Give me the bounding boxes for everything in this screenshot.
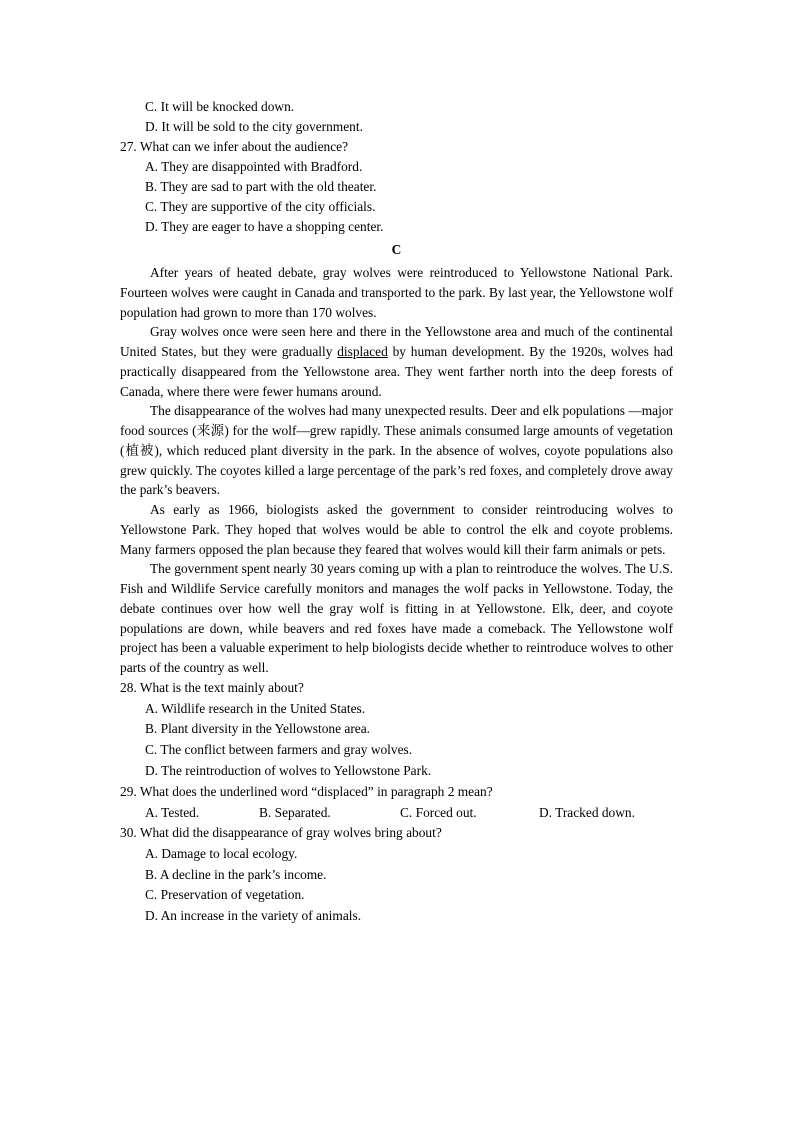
option-27b: B. They are sad to part with the old theater. (145, 179, 377, 194)
underlined-word: displaced (337, 344, 388, 359)
paragraph-2-text-end: by human development. By the 1920s, wolves had practically disappeared from the Yellowstone area. They went farther north into the deep forests of Canada, where there were fewer humans around. (120, 344, 673, 399)
option-27a: A. They are disappointed with Bradford. (145, 159, 363, 174)
question-28: 28. What is the text mainly about? (120, 679, 304, 695)
option-30c: C. Preservation of vegetation. (145, 887, 305, 903)
option-26d: D. It will be sold to the city government. (145, 119, 363, 134)
question-29: 29. What does the underlined word “displaced” in paragraph 2 mean? (120, 783, 493, 799)
option-28a: A. Wildlife research in the United States. (145, 700, 366, 716)
option-29d: D. Tracked down. (539, 804, 635, 820)
page-content (120, 97, 673, 927)
option-28c: C. The conflict between farmers and gray wolves. (145, 742, 413, 758)
passage-paragraph-2 (120, 322, 673, 401)
option-28d: D. The reintroduction of wolves to Yellowstone Park. (145, 762, 432, 778)
section-heading: C (391, 242, 402, 257)
option-29b: B. Separated. (259, 804, 331, 820)
options-29-row (120, 803, 673, 824)
paragraph-2-text-start: Gray wolves once were seen here and there in the Yellowstone area and much of the continental United States, but they were gradually (120, 324, 673, 359)
option-29a: A. Tested. (145, 804, 200, 820)
question-30: 30. What did the disappearance of gray wolves bring about? (120, 825, 442, 841)
passage-paragraph-3: The disappearance of the wolves had many unexpected results. Deer and elk populations —major food sources (来源) for the wolf—grew rapidly. These animals consumed large amounts of vegetation (植被), which reduced plant diversity in the park. In the absence of wolves, coyote populations also grew quickly. The coyotes killed a large percentage of the park’s red foxes, and completely drove away the park’s beavers. (120, 403, 673, 498)
passage-paragraph-4: As early as 1966, biologists asked the government to consider reintroducing wolves to Yellowstone Park. They hoped that wolves would be able to control the elk and coyote problems. Many farmers opposed the plan because they feared that wolves would kill their farm animals or pets. (120, 502, 673, 557)
question-27: 27. What can we infer about the audience? (120, 139, 349, 154)
option-27c: C. They are supportive of the city officials. (145, 199, 376, 214)
option-28b: B. Plant diversity in the Yellowstone area. (145, 721, 371, 737)
passage-paragraph-1: After years of heated debate, gray wolves were reintroduced to Yellowstone National Park. Fourteen wolves were caught in Canada and transported to the park. By last year, the Yellowstone wolf population had grown to more than 170 wolves. (120, 265, 673, 320)
questions-block (120, 678, 673, 927)
option-29c: C. Forced out. (400, 804, 477, 820)
option-26c: C. It will be knocked down. (145, 99, 295, 114)
option-27d: D. They are eager to have a shopping center. (145, 219, 384, 234)
passage-paragraph-5: The government spent nearly 30 years coming up with a plan to reintroduce the wolves. The U.S. Fish and Wildlife Service carefully monitors and manages the wolf packs in Yellowstone. Today, the debate continues over how well the gray wolf is fitting in at Yellowstone. Elk, deer, and coyote populations are down, while beavers and red foxes have made a comeback. The Yellowstone wolf project has been a valuable experiment to help biologists decide whether to reintroduce wolves to other parts of the country as well. (120, 561, 673, 675)
option-30d: D. An increase in the variety of animals. (145, 908, 362, 924)
option-30b: B. A decline in the park’s income. (145, 866, 327, 882)
option-30a: A. Damage to local ecology. (145, 845, 298, 861)
